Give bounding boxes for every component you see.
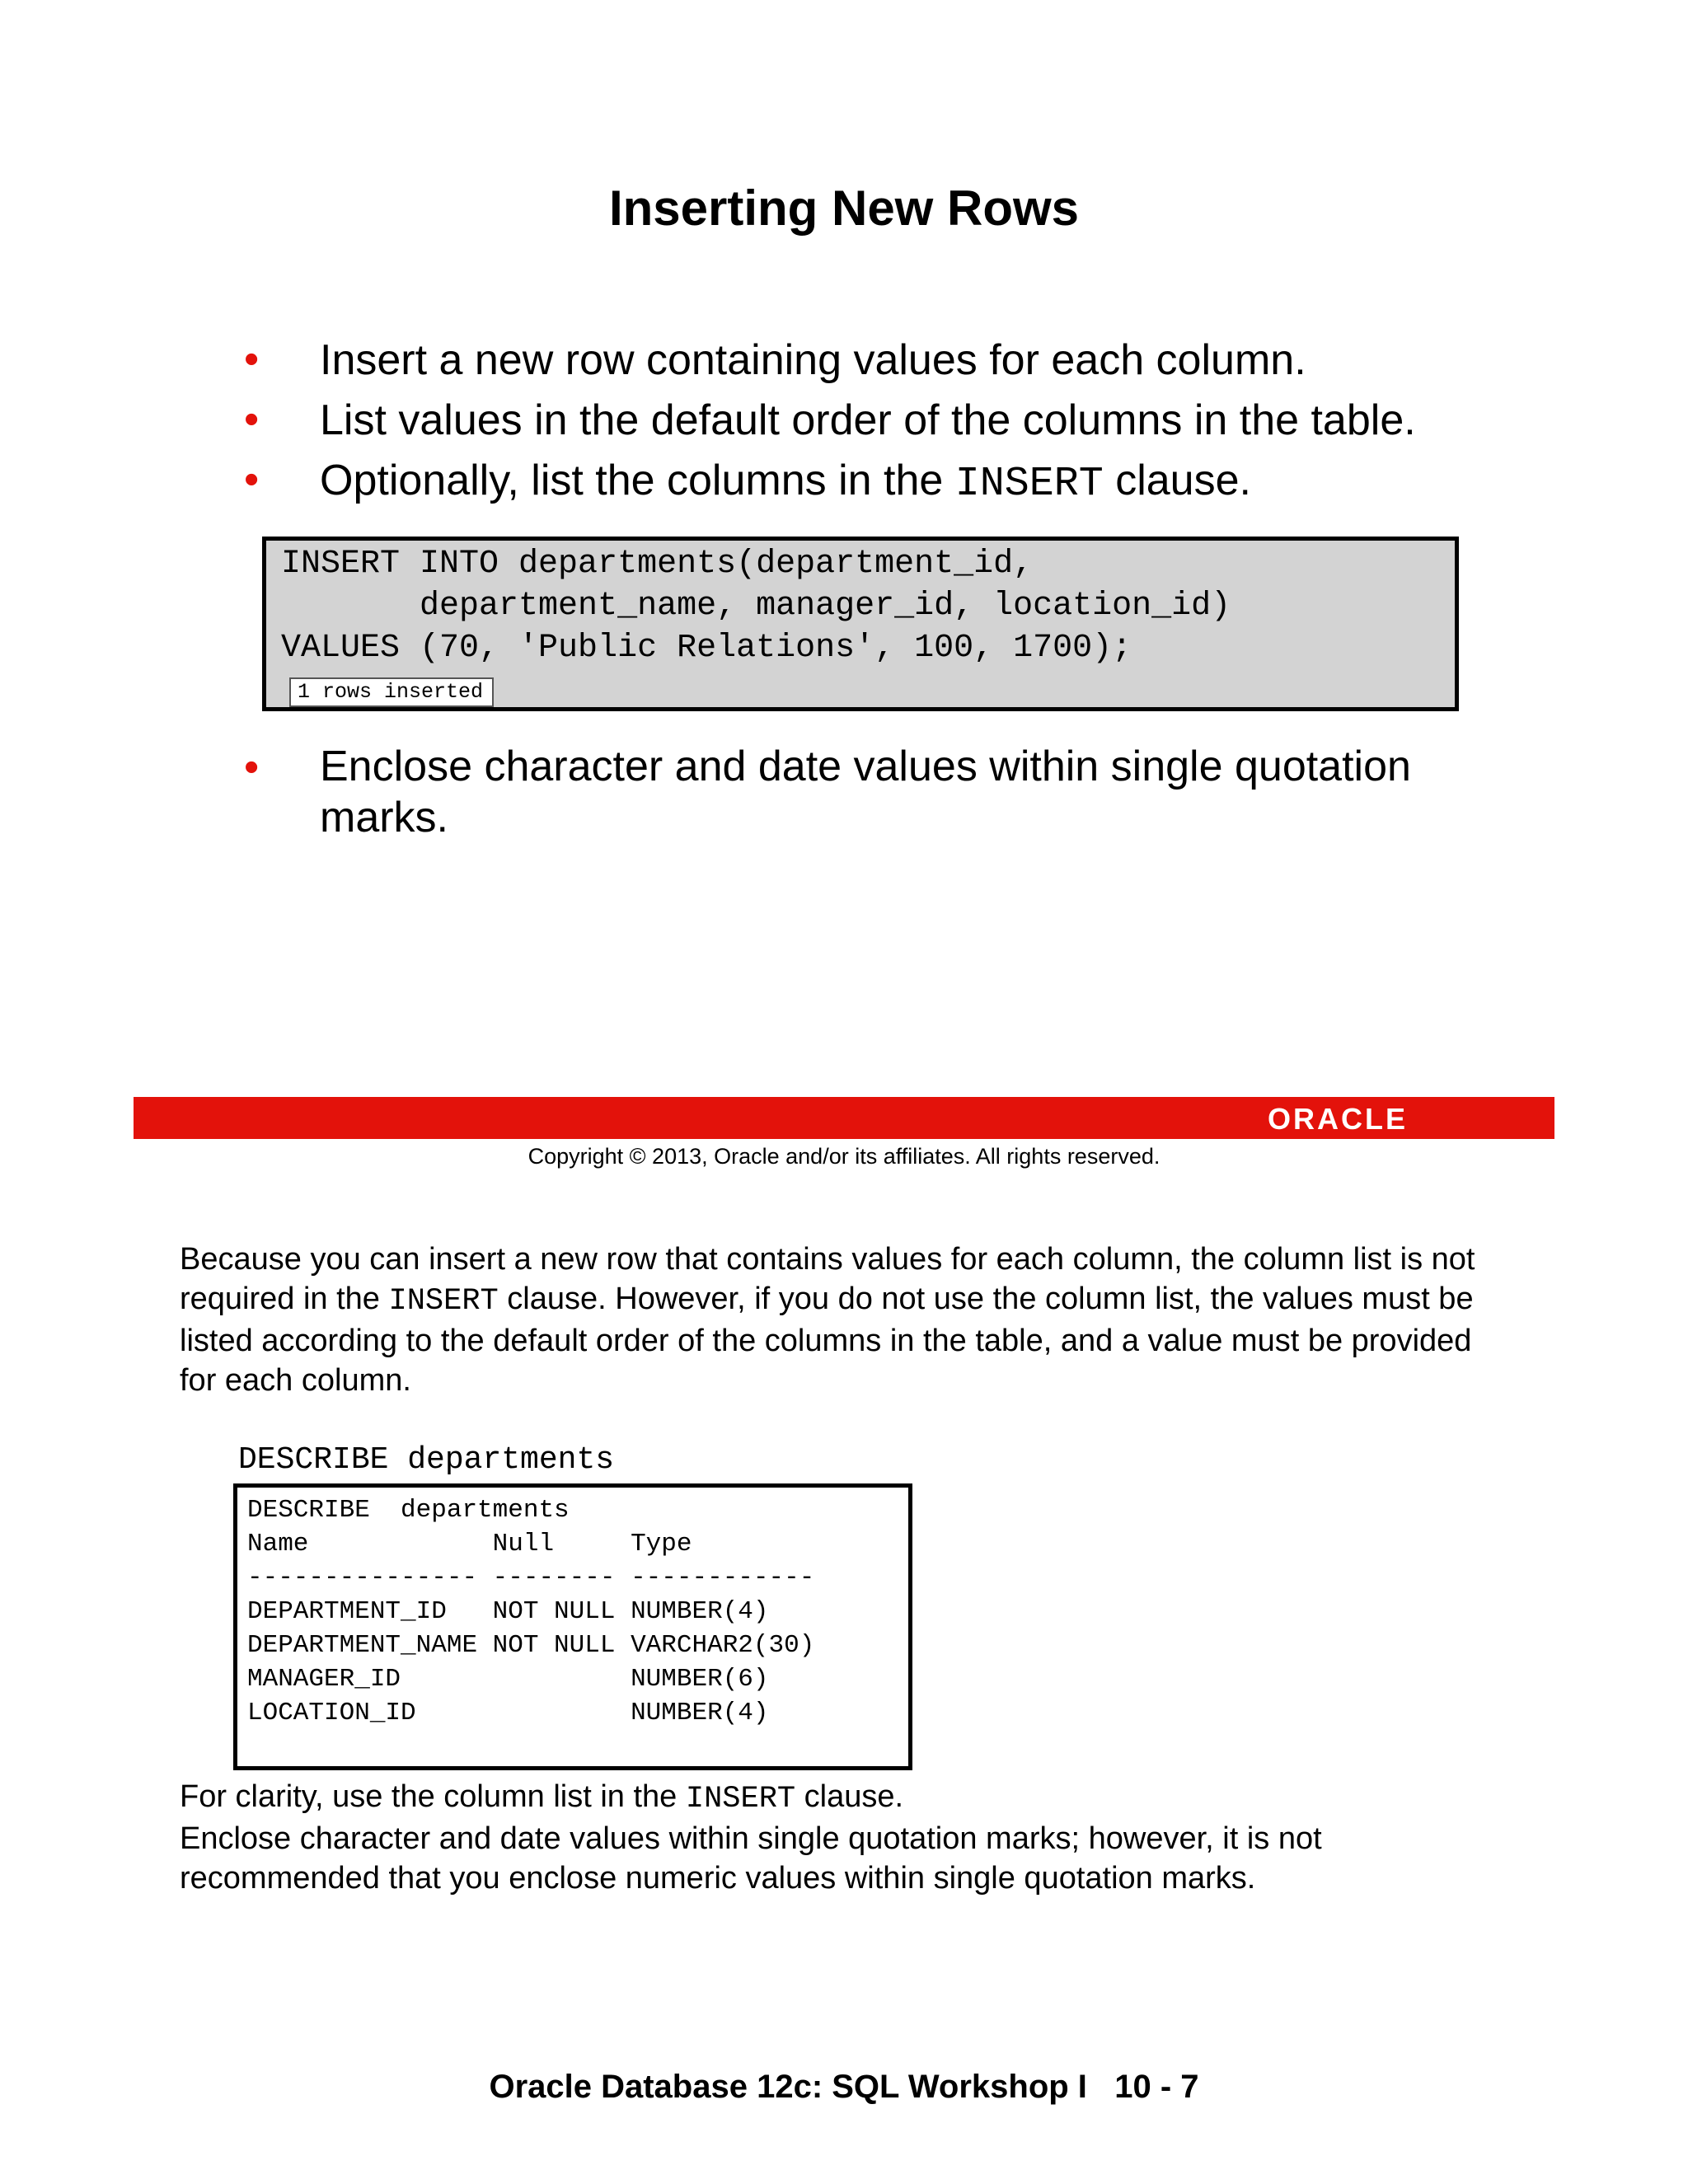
- inline-code: INSERT: [954, 461, 1104, 508]
- bullet-text-part: Optionally, list the columns in the: [320, 457, 955, 504]
- inline-code: INSERT: [685, 1782, 796, 1816]
- result-message: 1 rows inserted: [289, 677, 494, 707]
- bullet-marker: •: [244, 743, 260, 791]
- slide-title: Inserting New Rows: [608, 180, 1080, 236]
- notes-line: Enclose character and date values within single quotation marks; however, it is not: [180, 1821, 1322, 1856]
- code-line: INSERT INTO departments(department_id,: [281, 546, 1034, 583]
- bullet-text: [320, 455, 1251, 509]
- describe-line: LOCATION_ID NUMBER(4): [247, 1699, 769, 1727]
- notes-line: [180, 1777, 1322, 1819]
- sql-code-block: [262, 537, 1459, 711]
- oracle-logo: ORACLE: [1268, 1102, 1408, 1136]
- bullet-text-part: clause.: [1103, 457, 1251, 504]
- notes-text: required in the: [180, 1282, 389, 1316]
- notes-paragraph: [180, 1777, 1322, 1898]
- inline-code: INSERT: [388, 1284, 499, 1319]
- bullet-text: [320, 741, 1411, 843]
- notes-paragraph: [180, 1240, 1475, 1400]
- describe-line: MANAGER_ID NUMBER(6): [247, 1665, 769, 1694]
- notes-line: Because you can insert a new row that contains values for each column, the column list is not: [180, 1242, 1475, 1277]
- notes-line: recommended that you enclose numeric values within single quotation marks.: [180, 1861, 1256, 1896]
- page-footer: Oracle Database 12c: SQL Workshop I 10 - 7: [489, 2069, 1199, 2105]
- bullet-marker: •: [244, 396, 260, 443]
- notes-text: clause.: [795, 1779, 904, 1814]
- bullet-text-line: marks.: [320, 794, 448, 841]
- describe-line: Name Null Type: [247, 1530, 692, 1558]
- bullet-text: Insert a new row containing values for each column.: [320, 336, 1306, 384]
- bullet-marker: •: [244, 335, 260, 383]
- describe-command: DESCRIBE departments: [238, 1442, 615, 1478]
- notes-text: clause. However, if you do not use the column list, the values must be: [498, 1282, 1474, 1316]
- bullet-text: List values in the default order of the columns in the table.: [320, 396, 1416, 444]
- describe-line: DEPARTMENT_ID NOT NULL NUMBER(4): [247, 1597, 769, 1626]
- describe-line: DESCRIBE departments: [247, 1496, 570, 1525]
- describe-output-box: [233, 1483, 912, 1770]
- describe-line: DEPARTMENT_NAME NOT NULL VARCHAR2(30): [247, 1631, 815, 1660]
- copyright-notice: Copyright © 2013, Oracle and/or its affiliates. All rights reserved.: [528, 1144, 1160, 1169]
- code-line: department_name, manager_id, location_id): [281, 588, 1231, 625]
- bullet-text-line: Enclose character and date values within single quotation: [320, 743, 1411, 790]
- notes-line: for each column.: [180, 1363, 411, 1398]
- bullet-marker: •: [244, 456, 260, 504]
- brand-bar: [134, 1097, 1554, 1139]
- notes-text: For clarity, use the column list in the: [180, 1779, 686, 1814]
- notes-line: [180, 1279, 1475, 1321]
- code-line: VALUES (70, 'Public Relations', 100, 1700);: [281, 630, 1132, 667]
- describe-line: --------------- -------- ------------: [247, 1563, 815, 1592]
- notes-line: listed according to the default order of the columns in the table, and a value must be provided: [180, 1324, 1472, 1358]
